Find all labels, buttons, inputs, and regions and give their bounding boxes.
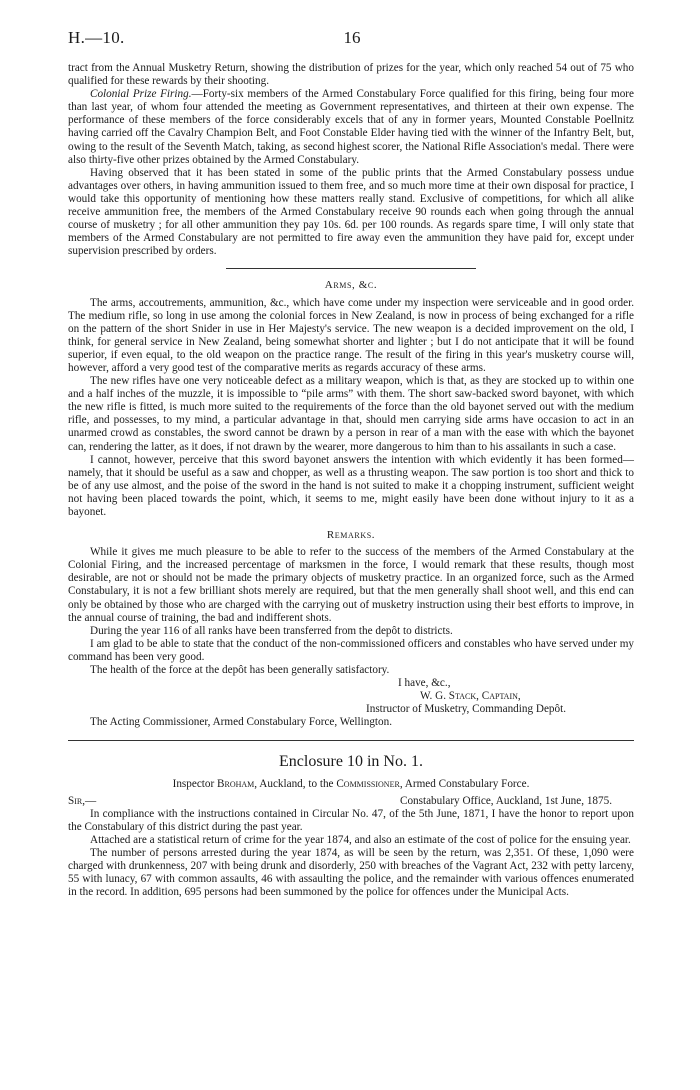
signature-closing: I have, &c., <box>398 677 451 690</box>
page-number: 16 <box>343 28 361 47</box>
addressee: The Acting Commissioner, Armed Constabulary Force, Wellington. <box>90 716 393 729</box>
paragraph-enclosure-3: The number of persons arrested during the year 1874, as will be seen by the return, was 2,351. Of these, 1,090 were charged with drunkenness, 207 with being drunk and disorderly, 250 with breaches of the Vagrant Act, 232 with petty larceny, 55 with lunacy, 67 with common assaults, 46 with assaulting the police, and the remainder with various offences enumerated in the record. In addition, 695 persons had been summoned by the police for offences under the Municipal Acts. <box>68 847 634 899</box>
paragraph-enclosure-1: In compliance with the instructions contained in Circular No. 47, of the 5th June, 1871, I have the honor to report upon the Constabulary of this district during the past year. <box>68 807 634 833</box>
salutation: Sir,— <box>68 794 97 807</box>
paragraph-arms-1: The arms, accoutrements, ammunition, &c., which have come under my inspection were serviceable and in good order. The medium rifle, so long in use among the colonial forces in New Zealand, is now in process of being exchanged for a rifle on the pattern of the short Snider in use in Her Majesty's service. The new weapon is a decided improvement on the old, I think, for general service in New Zealand, being somewhat shorter and lighter ; but I do not anticipate that it will be found superior, if even equal, to the old weapon on the practice range. The result of the firing in this year's musketry course will, however, afford a very good test of the comparative merits as regards accuracy of these arms. <box>68 296 634 374</box>
signature-block <box>68 677 634 716</box>
paragraph-enclosure-2: Attached are a statistical return of crime for the year 1874, and also an estimate of the cost of police for the ensuing year. <box>90 833 631 846</box>
paragraph-arms-2: The new rifles have one very noticeable defect as a military weapon, which is that, as they are stocked up to within one and a half inches of the muzzle, it is impossible to “pile arms” with them. The short saw-backed sword bayonet, with which the new rifle is fitted, is much more suited to the requirements of the force than the old bayonet served out with the medium rifle, and possesses, to my mind, a particular advantage in that, should men carrying side arms have occasion to act in an unarmed crowd as constables, the sword cannot be drawn by a person in rear of a man with the ease with which the bayonet can, rendering the latter, as it does, if not drawn by the wearer, more dangerous to him than to his assailants in such a case. <box>68 375 634 453</box>
paragraph-remarks-2: During the year 116 of all ranks have been transferred from the depôt to districts. <box>90 624 453 637</box>
page-header <box>68 28 636 52</box>
enclosure-divider <box>68 740 634 741</box>
subtitle-commissioner: Commissioner <box>336 777 400 790</box>
enclosure-title: Enclosure 10 in No. 1. <box>279 752 423 770</box>
paragraph-remarks-3: I am glad to be able to state that the conduct of the non-commissioned officers and constables who have served under my command has been very good. <box>68 637 634 663</box>
document-reference: H.—10. <box>68 28 125 47</box>
section-divider <box>226 268 476 269</box>
paragraph-colonial-prize-firing <box>68 88 634 167</box>
colonial-prize-firing-lead: Colonial Prize Firing. <box>90 88 192 101</box>
paragraph-remarks-1: While it gives me much pleasure to be able to refer to the success of the members of the Armed Constabulary at the Colonial Firing, and the increased percentage of marksmen in the force, I would remark that these results, though most desirable, are not or should not be made the primary objects of musketry practice. In an organized force, such as the Armed Constabulary, it is not a few brilliant shots merely are required, but that the men generally shall shoot well, and this end can only be obtained by those who are charged with the carrying out of musketry instruction using their best efforts to improve, in the annual course of training, the bad and indifferent shots. <box>68 546 634 624</box>
enclosure-subtitle <box>68 778 634 791</box>
paragraph-ammunition: Having observed that it has been stated in some of the public prints that the Armed Constabulary possess undue advantages over others, in having ammunition issued to them free, and so much more time at their own disposal for practice, I would take this opportunity of mentioning how these matters really stand. Exclusive of competitions, for which all alike receive ammunition free, the members of the Armed Constabulary receive 90 rounds each when going through the annual course of musketry ; for all other ammunition they pay 10s. 6d. per 100 rounds. As regards spare time, I will only state that members of the Armed Constabulary are not permitted to fire away even the ammunition they have paid for, except under supervision prescribed by orders. <box>68 166 634 258</box>
subtitle-pre: Inspector <box>172 777 218 790</box>
colonial-prize-firing-text: —Forty-six members of the Armed Constabulary Force qualified for this firing, being four more than last year, of whom four attended the meeting as Government representatives, and thirteen at their own expense. The performance of these members of the force considerably excels that of any in former years, Mounted Constable Poellnitz having carried off the Cavalry Champion Belt, and Foot Constable Elder having tied with the winner of the Infantry Belt, but, owing to the result of the Seventh Match, taking, as second highest scorer, the National Rifle Association's medal. There were also thirty-five other prizes obtained by the Armed Constabulary. <box>68 88 635 166</box>
paragraph-arms-3: I cannot, however, perceive that this sword bayonet answers the intention with which evidently it has been formed—namely, that it should be useful as a saw and chopper, as well as a thrusting weapon. The saw portion is too short and thick to be of any use almost, and the poise of the sword in the hand is not suited to make it a chopping instrument, sufficient weight not having been placed towards the point, which, it seems to me, might easily have been done without injury to it as a bayonet. <box>68 453 634 518</box>
section-heading-arms: Arms, &c. <box>324 279 378 292</box>
signature-name: W. G. Stack, Captain, <box>420 690 521 703</box>
signature-title: Instructor of Musketry, Commanding Depôt. <box>366 703 566 716</box>
place-date: Constabulary Office, Auckland, 1st June, 1875. <box>399 794 612 807</box>
salutation-line <box>68 795 634 808</box>
paragraph-continuation: tract from the Annual Musketry Return, showing the distribution of prizes for the year, which only reached 54 out of 75 who qualified for these rewards by their shooting. <box>68 62 634 88</box>
section-heading-remarks: Remarks. <box>326 529 376 542</box>
subtitle-post: , Armed Constabulary Force. <box>399 777 530 790</box>
document-body <box>68 62 634 899</box>
subtitle-name: Broham <box>217 777 255 790</box>
subtitle-mid: , Auckland, to the <box>254 777 337 790</box>
paragraph-remarks-4: The health of the force at the depôt has been generally satisfactory. <box>90 664 390 677</box>
